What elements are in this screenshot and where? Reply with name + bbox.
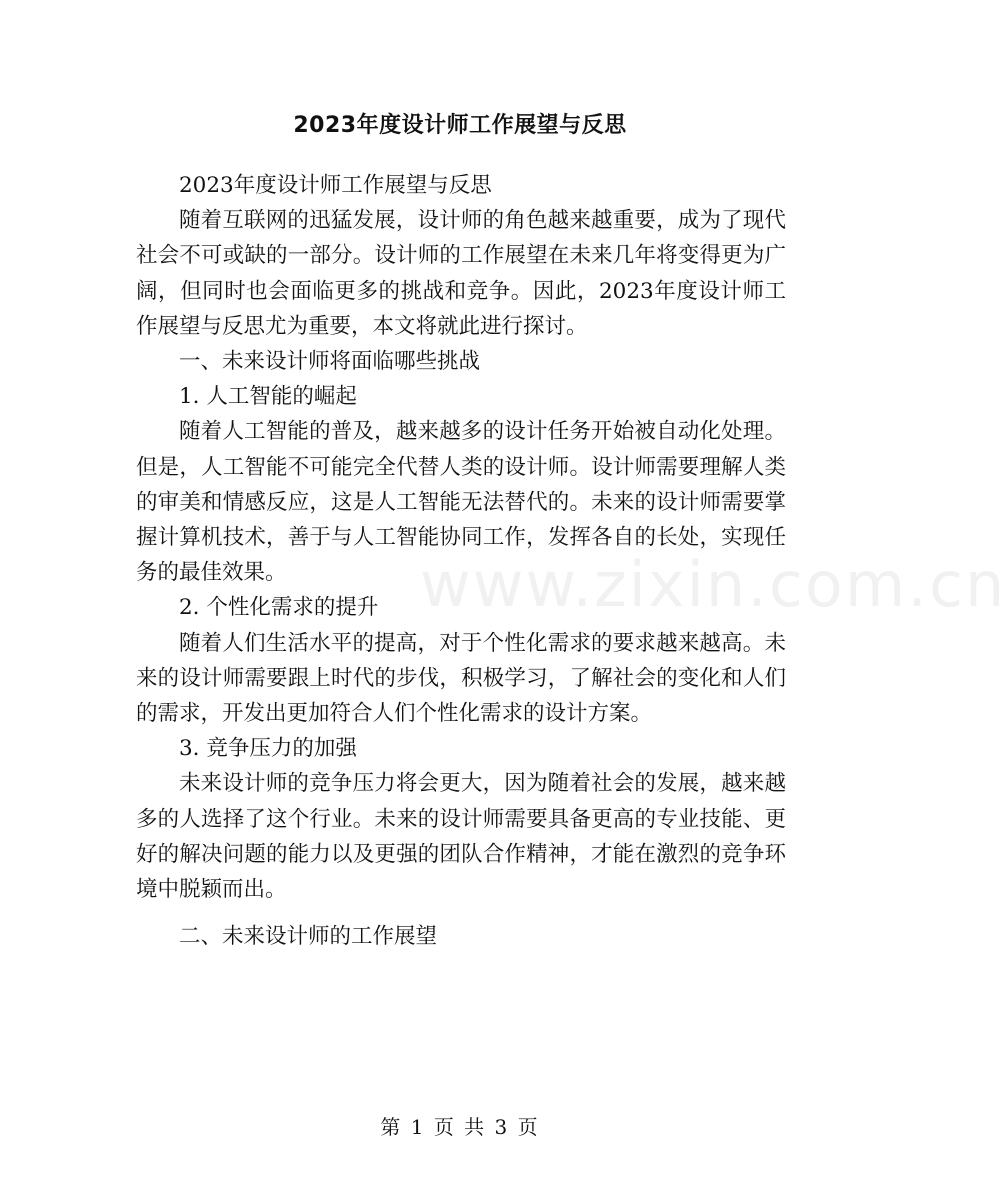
subheading-3: 3. 竞争压力的加强 bbox=[179, 736, 357, 762]
section-heading-1: 一、未来设计师将面临哪些挑战 bbox=[179, 349, 481, 375]
section-heading-2: 二、未来设计师的工作展望 bbox=[179, 924, 438, 950]
watermark: www.zixin.com.cn bbox=[420, 548, 1006, 621]
paragraph-competition: 未来设计师的竞争压力将会更大，因为随着社会的发展，越来越多的人选择了这个行业。未来的设计师需要具备更高的专业技能、更好的解决问题的能力以及更强的团队合作精神，才能在激烈的竞争环境中脱颖而出。 bbox=[136, 771, 786, 903]
paragraph-intro: 随着互联网的迅猛发展，设计师的角色越来越重要，成为了现代社会不可或缺的一部分。设计师的工作展望在未来几年将变得更为广阔，但同时也会面临更多的挑战和竞争。因此，2023年度设计师工作展望与反思尤为重要，本文将就此进行探讨。 bbox=[136, 208, 786, 339]
subheading-1: 1. 人工智能的崛起 bbox=[179, 384, 357, 410]
page-footer bbox=[0, 1111, 920, 1140]
paragraph-personalization: 随着人们生活水平的提高，对于个性化需求的要求越来越高。未来的设计师需要跟上时代的步伐，积极学习，了解社会的变化和人们的需求，开发出更加符合人们个性化需求的设计方案。 bbox=[136, 630, 786, 727]
paragraph-ai: 随着人工智能的普及，越来越多的设计任务开始被自动化处理。但是，人工智能不可能完全代替人类的设计师。设计师需要理解人类的审美和情感反应，这是人工智能无法替代的。未来的设计师需要掌握计算机技术，善于与人工智能协同工作，发挥各自的长处，实现任务的最佳效果。 bbox=[136, 419, 786, 586]
page-number-label: 第 1 页 共 3 页 bbox=[380, 1115, 540, 1139]
document-title: 2023年度设计师工作展望与反思 bbox=[293, 113, 627, 138]
document-body bbox=[136, 168, 786, 954]
paragraph-subtitle: 2023年度设计师工作展望与反思 bbox=[179, 173, 492, 198]
subheading-2: 2. 个性化需求的提升 bbox=[179, 595, 379, 621]
